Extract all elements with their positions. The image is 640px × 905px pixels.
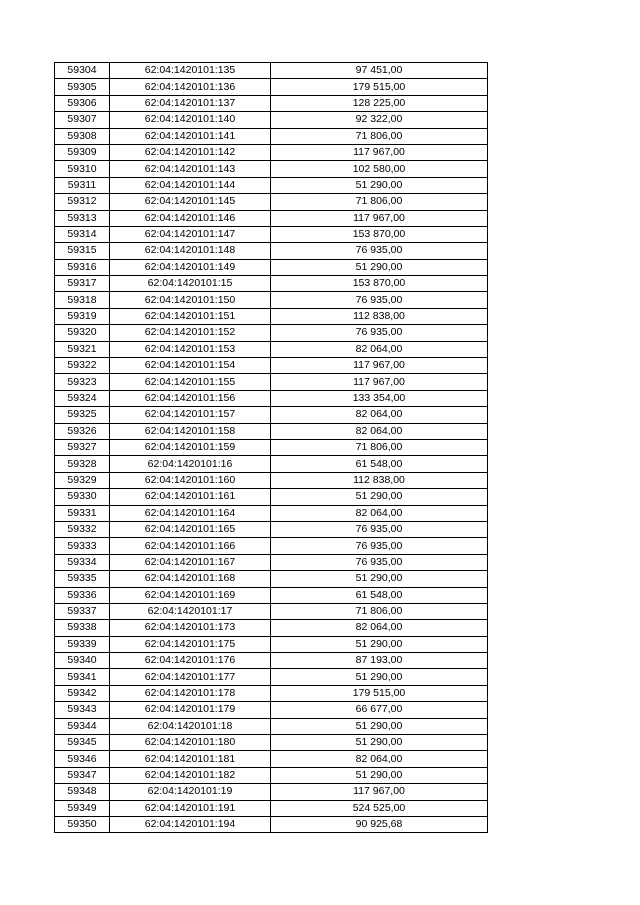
table-row xyxy=(55,784,488,800)
row-number-cell: 59319 xyxy=(55,308,110,324)
row-number-cell: 59347 xyxy=(55,767,110,783)
value-cell: 51 290,00 xyxy=(271,259,488,275)
table-row xyxy=(55,390,488,406)
table-row xyxy=(55,653,488,669)
row-number-cell: 59341 xyxy=(55,669,110,685)
row-number-cell: 59343 xyxy=(55,702,110,718)
value-cell: 82 064,00 xyxy=(271,620,488,636)
value-cell: 92 322,00 xyxy=(271,112,488,128)
value-cell: 102 580,00 xyxy=(271,161,488,177)
table-row xyxy=(55,194,488,210)
row-number-cell: 59322 xyxy=(55,358,110,374)
value-cell: 76 935,00 xyxy=(271,325,488,341)
row-number-cell: 59308 xyxy=(55,128,110,144)
table-row xyxy=(55,63,488,79)
table-row xyxy=(55,472,488,488)
table-row xyxy=(55,816,488,832)
value-cell: 82 064,00 xyxy=(271,505,488,521)
cadastral-number-cell: 62:04:1420101:158 xyxy=(110,423,271,439)
cadastral-number-cell: 62:04:1420101:16 xyxy=(110,456,271,472)
row-number-cell: 59321 xyxy=(55,341,110,357)
document-page xyxy=(54,62,487,833)
cadastral-number-cell: 62:04:1420101:175 xyxy=(110,636,271,652)
row-number-cell: 59329 xyxy=(55,472,110,488)
value-cell: 117 967,00 xyxy=(271,144,488,160)
row-number-cell: 59342 xyxy=(55,685,110,701)
table-row xyxy=(55,161,488,177)
row-number-cell: 59310 xyxy=(55,161,110,177)
table-row xyxy=(55,489,488,505)
row-number-cell: 59326 xyxy=(55,423,110,439)
value-cell: 153 870,00 xyxy=(271,276,488,292)
row-number-cell: 59318 xyxy=(55,292,110,308)
value-cell: 117 967,00 xyxy=(271,374,488,390)
value-cell: 97 451,00 xyxy=(271,63,488,79)
value-cell: 117 967,00 xyxy=(271,210,488,226)
value-cell: 51 290,00 xyxy=(271,489,488,505)
cadastral-number-cell: 62:04:1420101:148 xyxy=(110,243,271,259)
value-cell: 76 935,00 xyxy=(271,538,488,554)
row-number-cell: 59327 xyxy=(55,439,110,455)
cadastral-number-cell: 62:04:1420101:181 xyxy=(110,751,271,767)
row-number-cell: 59331 xyxy=(55,505,110,521)
cadastral-number-cell: 62:04:1420101:15 xyxy=(110,276,271,292)
cadastral-number-cell: 62:04:1420101:137 xyxy=(110,95,271,111)
row-number-cell: 59332 xyxy=(55,521,110,537)
cadastral-number-cell: 62:04:1420101:178 xyxy=(110,685,271,701)
table-row xyxy=(55,751,488,767)
row-number-cell: 59349 xyxy=(55,800,110,816)
cadastral-number-cell: 62:04:1420101:166 xyxy=(110,538,271,554)
table-row xyxy=(55,439,488,455)
cadastral-number-cell: 62:04:1420101:167 xyxy=(110,554,271,570)
parcel-value-table xyxy=(54,62,488,833)
cadastral-number-cell: 62:04:1420101:160 xyxy=(110,472,271,488)
cadastral-number-cell: 62:04:1420101:155 xyxy=(110,374,271,390)
value-cell: 76 935,00 xyxy=(271,521,488,537)
table-row xyxy=(55,685,488,701)
table-row xyxy=(55,636,488,652)
value-cell: 51 290,00 xyxy=(271,571,488,587)
row-number-cell: 59328 xyxy=(55,456,110,472)
row-number-cell: 59330 xyxy=(55,489,110,505)
cadastral-number-cell: 62:04:1420101:159 xyxy=(110,439,271,455)
value-cell: 51 290,00 xyxy=(271,177,488,193)
table-row xyxy=(55,226,488,242)
row-number-cell: 59346 xyxy=(55,751,110,767)
cadastral-number-cell: 62:04:1420101:179 xyxy=(110,702,271,718)
cadastral-number-cell: 62:04:1420101:156 xyxy=(110,390,271,406)
value-cell: 128 225,00 xyxy=(271,95,488,111)
table-row xyxy=(55,79,488,95)
table-row xyxy=(55,407,488,423)
table-row xyxy=(55,95,488,111)
row-number-cell: 59345 xyxy=(55,735,110,751)
cadastral-number-cell: 62:04:1420101:168 xyxy=(110,571,271,587)
cadastral-number-cell: 62:04:1420101:141 xyxy=(110,128,271,144)
table-row xyxy=(55,603,488,619)
row-number-cell: 59348 xyxy=(55,784,110,800)
cadastral-number-cell: 62:04:1420101:142 xyxy=(110,144,271,160)
value-cell: 82 064,00 xyxy=(271,423,488,439)
row-number-cell: 59335 xyxy=(55,571,110,587)
table-row xyxy=(55,243,488,259)
cadastral-number-cell: 62:04:1420101:150 xyxy=(110,292,271,308)
cadastral-number-cell: 62:04:1420101:169 xyxy=(110,587,271,603)
row-number-cell: 59323 xyxy=(55,374,110,390)
value-cell: 76 935,00 xyxy=(271,243,488,259)
value-cell: 524 525,00 xyxy=(271,800,488,816)
cadastral-number-cell: 62:04:1420101:194 xyxy=(110,816,271,832)
value-cell: 71 806,00 xyxy=(271,603,488,619)
value-cell: 61 548,00 xyxy=(271,587,488,603)
cadastral-number-cell: 62:04:1420101:153 xyxy=(110,341,271,357)
value-cell: 112 838,00 xyxy=(271,472,488,488)
row-number-cell: 59305 xyxy=(55,79,110,95)
row-number-cell: 59350 xyxy=(55,816,110,832)
value-cell: 51 290,00 xyxy=(271,735,488,751)
table-row xyxy=(55,620,488,636)
cadastral-number-cell: 62:04:1420101:152 xyxy=(110,325,271,341)
value-cell: 76 935,00 xyxy=(271,554,488,570)
value-cell: 179 515,00 xyxy=(271,685,488,701)
cadastral-number-cell: 62:04:1420101:147 xyxy=(110,226,271,242)
row-number-cell: 59325 xyxy=(55,407,110,423)
row-number-cell: 59313 xyxy=(55,210,110,226)
value-cell: 82 064,00 xyxy=(271,341,488,357)
value-cell: 51 290,00 xyxy=(271,767,488,783)
cadastral-number-cell: 62:04:1420101:143 xyxy=(110,161,271,177)
value-cell: 66 677,00 xyxy=(271,702,488,718)
cadastral-number-cell: 62:04:1420101:191 xyxy=(110,800,271,816)
cadastral-number-cell: 62:04:1420101:165 xyxy=(110,521,271,537)
cadastral-number-cell: 62:04:1420101:18 xyxy=(110,718,271,734)
row-number-cell: 59337 xyxy=(55,603,110,619)
table-row xyxy=(55,210,488,226)
cadastral-number-cell: 62:04:1420101:19 xyxy=(110,784,271,800)
value-cell: 112 838,00 xyxy=(271,308,488,324)
table-row xyxy=(55,292,488,308)
cadastral-number-cell: 62:04:1420101:144 xyxy=(110,177,271,193)
cadastral-number-cell: 62:04:1420101:164 xyxy=(110,505,271,521)
value-cell: 87 193,00 xyxy=(271,653,488,669)
value-cell: 61 548,00 xyxy=(271,456,488,472)
table-row xyxy=(55,669,488,685)
cadastral-number-cell: 62:04:1420101:177 xyxy=(110,669,271,685)
table-row xyxy=(55,358,488,374)
table-row xyxy=(55,276,488,292)
cadastral-number-cell: 62:04:1420101:176 xyxy=(110,653,271,669)
row-number-cell: 59320 xyxy=(55,325,110,341)
cadastral-number-cell: 62:04:1420101:149 xyxy=(110,259,271,275)
table-row xyxy=(55,423,488,439)
cadastral-number-cell: 62:04:1420101:135 xyxy=(110,63,271,79)
value-cell: 51 290,00 xyxy=(271,669,488,685)
cadastral-number-cell: 62:04:1420101:146 xyxy=(110,210,271,226)
table-row xyxy=(55,308,488,324)
row-number-cell: 59333 xyxy=(55,538,110,554)
table-row xyxy=(55,456,488,472)
value-cell: 179 515,00 xyxy=(271,79,488,95)
row-number-cell: 59338 xyxy=(55,620,110,636)
cadastral-number-cell: 62:04:1420101:182 xyxy=(110,767,271,783)
row-number-cell: 59340 xyxy=(55,653,110,669)
cadastral-number-cell: 62:04:1420101:136 xyxy=(110,79,271,95)
cadastral-number-cell: 62:04:1420101:173 xyxy=(110,620,271,636)
table-row xyxy=(55,587,488,603)
value-cell: 71 806,00 xyxy=(271,128,488,144)
row-number-cell: 59312 xyxy=(55,194,110,210)
row-number-cell: 59309 xyxy=(55,144,110,160)
row-number-cell: 59311 xyxy=(55,177,110,193)
row-number-cell: 59339 xyxy=(55,636,110,652)
table-row xyxy=(55,505,488,521)
row-number-cell: 59344 xyxy=(55,718,110,734)
cadastral-number-cell: 62:04:1420101:17 xyxy=(110,603,271,619)
row-number-cell: 59317 xyxy=(55,276,110,292)
value-cell: 71 806,00 xyxy=(271,439,488,455)
cadastral-number-cell: 62:04:1420101:161 xyxy=(110,489,271,505)
cadastral-number-cell: 62:04:1420101:151 xyxy=(110,308,271,324)
value-cell: 51 290,00 xyxy=(271,636,488,652)
table-row xyxy=(55,538,488,554)
cadastral-number-cell: 62:04:1420101:154 xyxy=(110,358,271,374)
table-row xyxy=(55,735,488,751)
value-cell: 133 354,00 xyxy=(271,390,488,406)
row-number-cell: 59324 xyxy=(55,390,110,406)
value-cell: 90 925,68 xyxy=(271,816,488,832)
row-number-cell: 59336 xyxy=(55,587,110,603)
table-row xyxy=(55,325,488,341)
table-row xyxy=(55,112,488,128)
value-cell: 76 935,00 xyxy=(271,292,488,308)
value-cell: 153 870,00 xyxy=(271,226,488,242)
table-row xyxy=(55,259,488,275)
value-cell: 117 967,00 xyxy=(271,784,488,800)
row-number-cell: 59304 xyxy=(55,63,110,79)
cadastral-number-cell: 62:04:1420101:145 xyxy=(110,194,271,210)
table-body xyxy=(55,63,488,833)
value-cell: 82 064,00 xyxy=(271,407,488,423)
value-cell: 82 064,00 xyxy=(271,751,488,767)
table-row xyxy=(55,521,488,537)
table-row xyxy=(55,800,488,816)
row-number-cell: 59316 xyxy=(55,259,110,275)
row-number-cell: 59307 xyxy=(55,112,110,128)
table-row xyxy=(55,702,488,718)
table-row xyxy=(55,554,488,570)
table-row xyxy=(55,718,488,734)
cadastral-number-cell: 62:04:1420101:140 xyxy=(110,112,271,128)
cadastral-number-cell: 62:04:1420101:180 xyxy=(110,735,271,751)
row-number-cell: 59314 xyxy=(55,226,110,242)
table-row xyxy=(55,374,488,390)
table-row xyxy=(55,128,488,144)
table-row xyxy=(55,767,488,783)
table-row xyxy=(55,571,488,587)
table-row xyxy=(55,177,488,193)
value-cell: 51 290,00 xyxy=(271,718,488,734)
value-cell: 71 806,00 xyxy=(271,194,488,210)
table-row xyxy=(55,341,488,357)
table-row xyxy=(55,144,488,160)
value-cell: 117 967,00 xyxy=(271,358,488,374)
row-number-cell: 59315 xyxy=(55,243,110,259)
row-number-cell: 59306 xyxy=(55,95,110,111)
row-number-cell: 59334 xyxy=(55,554,110,570)
cadastral-number-cell: 62:04:1420101:157 xyxy=(110,407,271,423)
